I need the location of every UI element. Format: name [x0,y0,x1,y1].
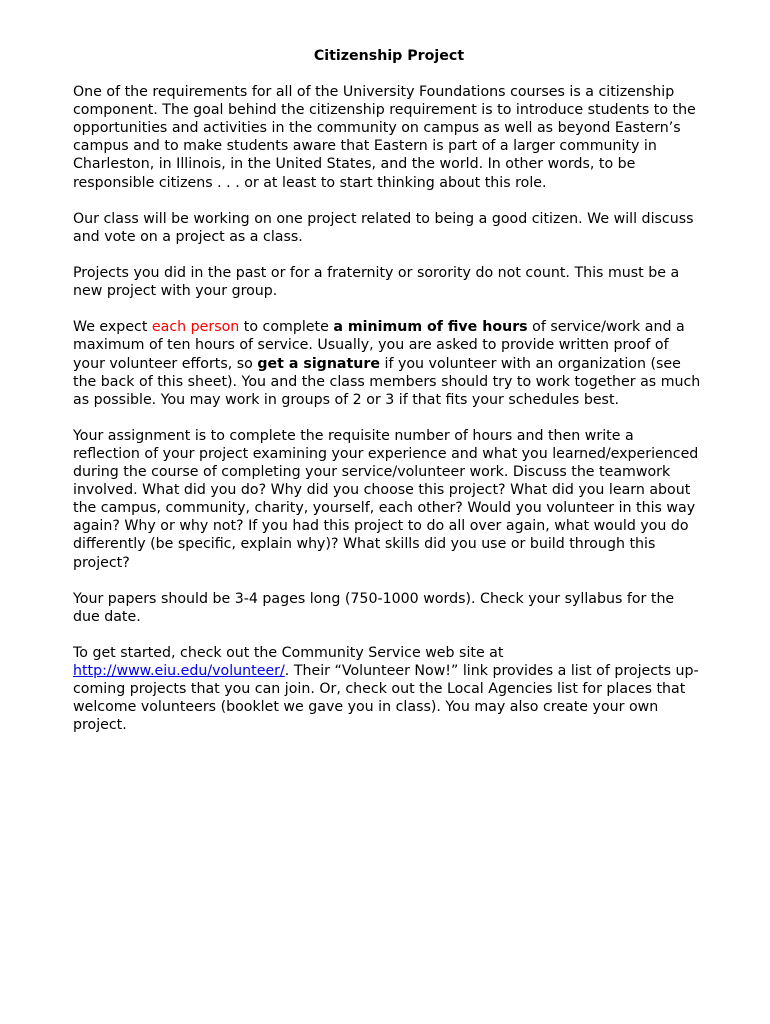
start-text-2: . Their “Volunteer Now!” link provides a list of projects up-coming projects that you can join. Or, check out the Local Agencies list for places that welcome volunteers (booklet we gave you in class). You may also create your own project. [73,663,699,734]
paragraph-getting-started [73,644,703,734]
paragraph-hours [73,318,703,408]
get-signature-bold: get a signature [257,355,381,372]
paragraph-length: Your papers should be 3-4 pages long (750-1000 words). Check your syllabus for the due date. [73,590,675,625]
paragraph-assignment: Your assignment is to complete the requisite number of hours and then write a reflection of your project examining your experience and what you learned/experienced during the course of completing your service/volunteer work. Discuss the teamwork involved. What did you do? Why did you choose this project? What did you learn about the campus, community, charity, yourself, each other? Would you volunteer in this way again? Why or why not? If you had this project to do all over again, what would you do differently (be specific, explain why)? What skills did you use or build through this project? [73,427,699,571]
document-title: Citizenship Project [313,48,465,64]
paragraph-class-project: Our class will be working on one project related to being a good citizen. We will discuss and vote on a project as a class. [73,210,694,245]
paragraph-past-projects: Projects you did in the past or for a fraternity or sorority do not count. This must be a new project with your group. [73,265,680,300]
paragraph-requirements: One of the requirements for all of the University Foundations courses is a citizenship component. The goal behind the citizenship requirement is to introduce students to the opportunities and activities in the community on campus as well as beyond Eastern’s campus and to make students aware that Eastern is part of a larger community in Charleston, in Illinois, in the United States, and the world. In other words, to be responsible citizens . . . or at least to start thinking about this role. [73,84,696,191]
hours-text-2: to complete [239,319,334,336]
volunteer-link[interactable]: http://www.eiu.edu/volunteer/ [73,663,285,680]
start-text-1: To get started, check out the Community Service web site at [73,645,504,661]
hours-text-1: We expect [73,319,152,336]
each-person-highlight: each person [151,319,240,336]
hours-text-4: if you volunteer with an organization (see the back of this sheet). You and the class members should try to work together as much as possible. You may work in groups of 2 or 3 if that fits your schedules best. [73,355,701,408]
minimum-hours-bold: a minimum of five hours [333,319,528,336]
document-page [73,47,703,753]
hours-text-3: of service/work and a maximum of ten hours of service. Usually, you are asked to provide written proof of your volunteer efforts, so [73,319,685,372]
